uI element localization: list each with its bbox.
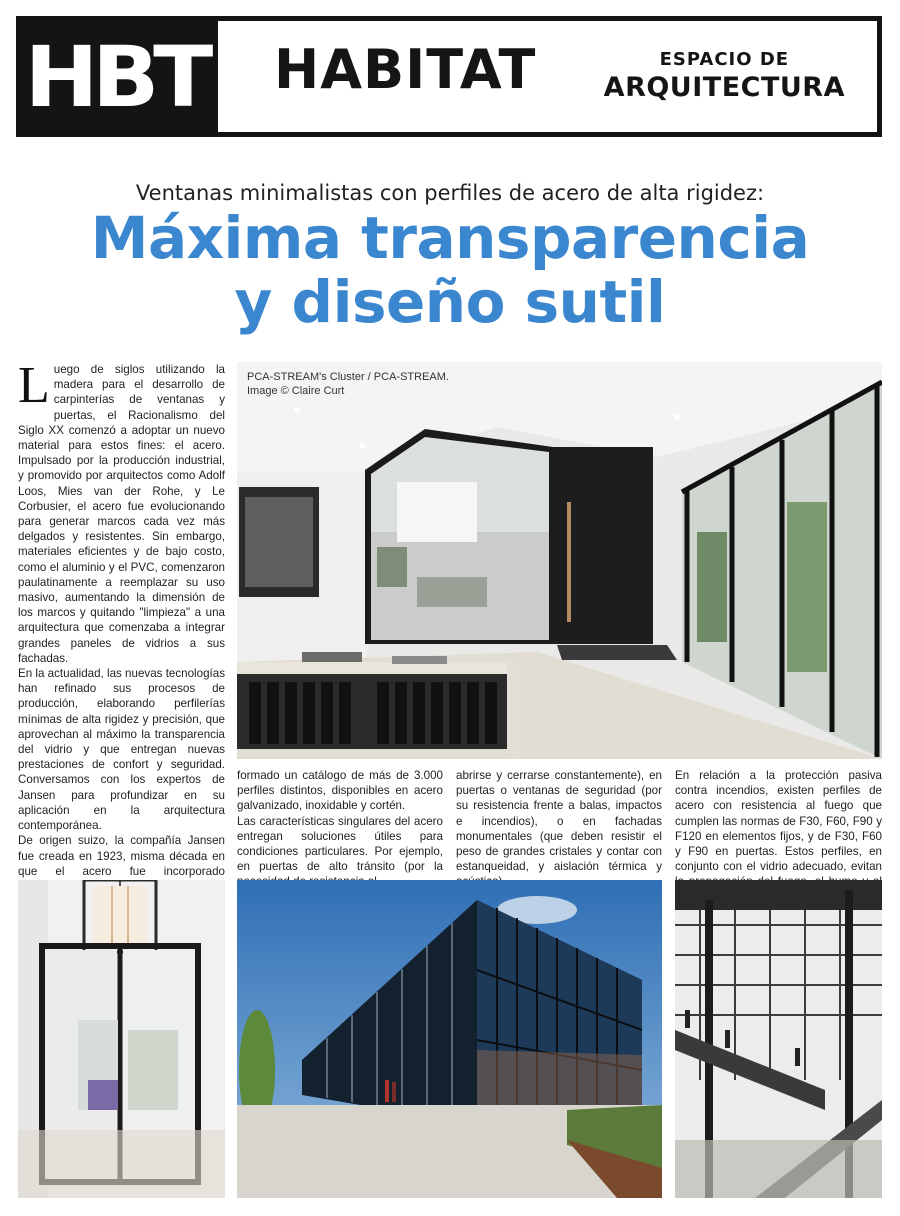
subtitle-line-2: ARQUITECTURA bbox=[603, 72, 845, 103]
paragraph-caracteristicas: Las características singulares del acero entregan soluciones útiles para condiciones particulares. Por ejemplo, en puertas de alto tránsito (por la bbox=[237, 814, 443, 874]
paragraph-actualidad: En la actualidad, las nuevas tecnologías han refinado sus procesos de producción, elaborando perfilerías mínimas de alta rigidez y precisión, que aprovechan al máximo la transparencia del vidrio y que entregan nuevas prestaciones de confort y seguridad. Conversamos con los expertos de Jansen para profundizar en su aplicación en la arquitectura contemporánea. bbox=[18, 667, 225, 833]
main-photo-interior bbox=[237, 362, 882, 759]
headline-line-2: y diseño sutil bbox=[234, 268, 666, 336]
article-headline bbox=[0, 206, 900, 334]
interior-illustration bbox=[237, 362, 882, 759]
text-column-3 bbox=[456, 768, 662, 890]
main-photo-caption bbox=[247, 370, 449, 398]
photo-glass-building bbox=[237, 880, 662, 1198]
header-banner bbox=[16, 16, 882, 137]
paragraph-intro bbox=[18, 357, 225, 666]
photo-steel-door bbox=[18, 880, 225, 1198]
dropcap-letter: L bbox=[18, 357, 50, 414]
banner-title-box bbox=[218, 21, 877, 132]
paragraph-origen: De origen suizo, la compañía Jansen fue creada en 1923, misma década en que el acero fue incorporado bbox=[18, 834, 225, 878]
paragraph-intro-text: uego de siglos utilizando la madera para el desarrollo de carpinterías de ventanas y puertas, el Racionalismo del Siglo XX comenzó a adoptar un nuevo material para estos fines: el acero. Impulsado por la producción industrial, y promovido por arquitectos como Adolf Loos, Mies van der Rohe, y Le Corbusier, el acero fue evolucionando para generar marcos cada vez más delgados y resistentes. Sin embargo, materiales eficientes y de bajo costo, como el aluminio y el PVC, comenzaron paulatinamente a reemplazar su uso masivo, aumentando la dimensión de los marcos y quitando "limpieza" a una arquitectura que comenzaba a integrar grandes paneles de vidrios a sus fachadas. bbox=[18, 363, 225, 665]
paragraph-incendios: En relación a la protección pasiva contra incendios, existen perfiles de acero con resistencia al fuego que cumplen las normas de F30, F60, F90 y F120 en elementos fijos, y de F30, F60 y F90 en puertas. Estos perfiles, en conjunto con el vidrio adecuado, evitan bbox=[675, 769, 882, 874]
text-column-2 bbox=[237, 768, 443, 890]
section-subtitle bbox=[604, 49, 845, 103]
caption-line-2: Image © Claire Curt bbox=[247, 385, 345, 397]
door-illustration bbox=[18, 880, 225, 1198]
paragraph-catalogo: formado un catálogo de más de 3.000 perfiles distintos, disponibles en acero galvanizado, inoxidable y cortén. bbox=[237, 769, 443, 813]
headline-line-1: Máxima transparencia bbox=[90, 204, 810, 272]
caption-line-1: PCA-STREAM's Cluster / PCA-STREAM. bbox=[247, 371, 449, 383]
section-title: HABITAT bbox=[274, 38, 537, 101]
text-column-1 bbox=[18, 357, 225, 970]
article-kicker: Ventanas minimalistas con perfiles de acero de alta rigidez: bbox=[135, 181, 765, 205]
subtitle-line-1: ESPACIO DE bbox=[659, 49, 790, 70]
photo-industrial-hall bbox=[675, 880, 882, 1198]
hbt-logo bbox=[16, 16, 216, 137]
logo-text: HBT bbox=[24, 27, 208, 126]
glass-building-illustration bbox=[237, 880, 662, 1198]
industrial-hall-illustration bbox=[675, 880, 882, 1198]
paragraph-seguridad: abrirse y cerrarse constantemente), en puertas o ventanas de seguridad (por su resistencia frente a balas, impactos e incendios), o en fachadas monumentales (que deben resistir el peso de grandes cristales y contar con estanqueidad, y aislación térmica y bbox=[456, 769, 662, 874]
